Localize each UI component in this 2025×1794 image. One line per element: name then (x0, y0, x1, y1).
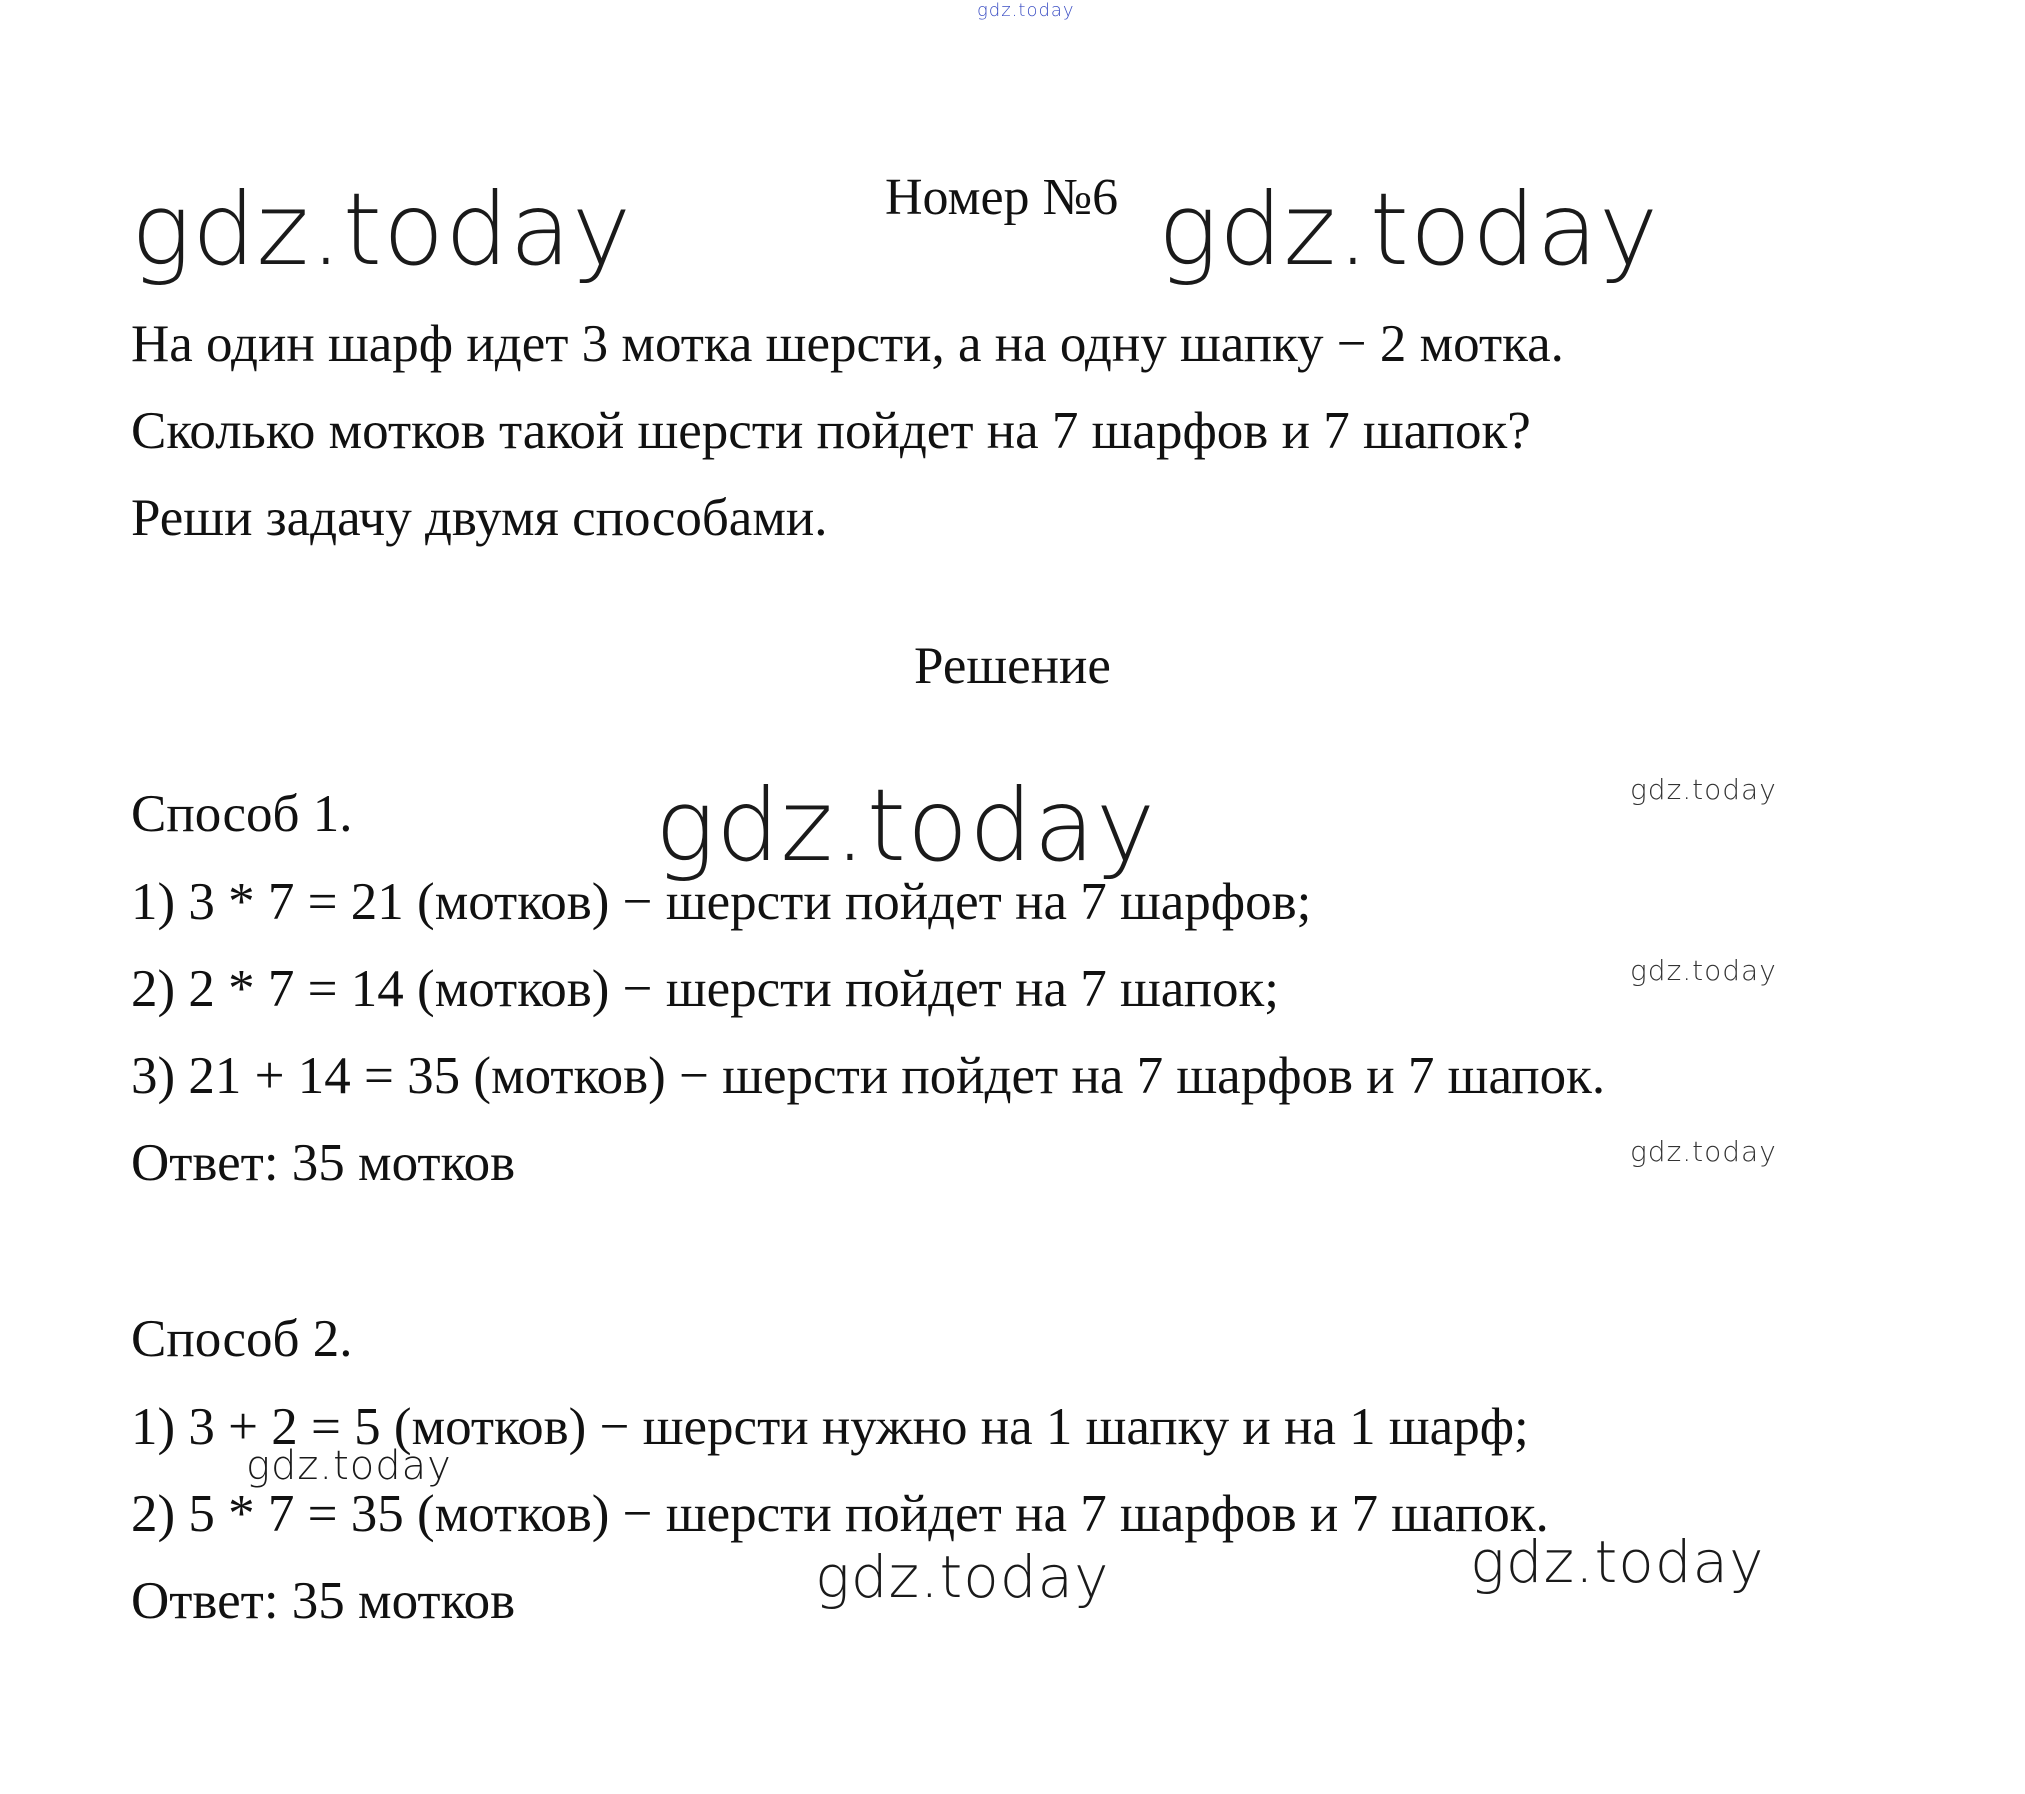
watermark-mid-center: gdz.today (815, 1543, 1110, 1611)
problem-line-2: Сколько мотков такой шерсти пойдет на 7 шарфов и 7 шапок? (131, 402, 1531, 460)
method2-label: Способ 2. (131, 1310, 353, 1368)
watermark-mid-right: gdz.today (1470, 1528, 1765, 1596)
method2-step-2: 2) 5 * 7 = 35 (мотков) − шерсти пойдет на 7 шарфов и 7 шапок. (131, 1485, 1549, 1543)
method1-label: Способ 1. (131, 785, 353, 843)
method2-answer: Ответ: 35 мотков (131, 1572, 516, 1630)
watermark-large-left: gdz.today (131, 171, 633, 288)
method1-answer: Ответ: 35 мотков (131, 1134, 516, 1192)
watermark-small-2: gdz.today (1630, 954, 1777, 987)
watermark-mid-left: gdz.today (246, 1443, 452, 1489)
problem-line-1: На один шарф идет 3 мотка шерсти, а на одну шапку − 2 мотка. (131, 315, 1564, 373)
watermark-large-right: gdz.today (1158, 171, 1660, 288)
problem-line-3: Реши задачу двумя способами. (131, 489, 828, 547)
watermark-small-1: gdz.today (1630, 773, 1777, 806)
watermark-large-center: gdz.today (655, 767, 1157, 884)
method1-step-2: 2) 2 * 7 = 14 (мотков) − шерсти пойдет на 7 шапок; (131, 960, 1279, 1018)
page-title: Номер №6 (885, 169, 1119, 226)
method2-step-1: 1) 3 + 2 = 5 (мотков) − шерсти нужно на 1 шапку и на 1 шарф; (131, 1398, 1529, 1456)
watermark-top: gdz.today (977, 0, 1075, 21)
method1-step-1: 1) 3 * 7 = 21 (мотков) − шерсти пойдет на 7 шарфов; (131, 873, 1312, 931)
solution-heading: Решение (914, 637, 1111, 695)
method1-step-3: 3) 21 + 14 = 35 (мотков) − шерсти пойдет на 7 шарфов и 7 шапок. (131, 1047, 1606, 1105)
watermark-small-3: gdz.today (1630, 1135, 1777, 1168)
